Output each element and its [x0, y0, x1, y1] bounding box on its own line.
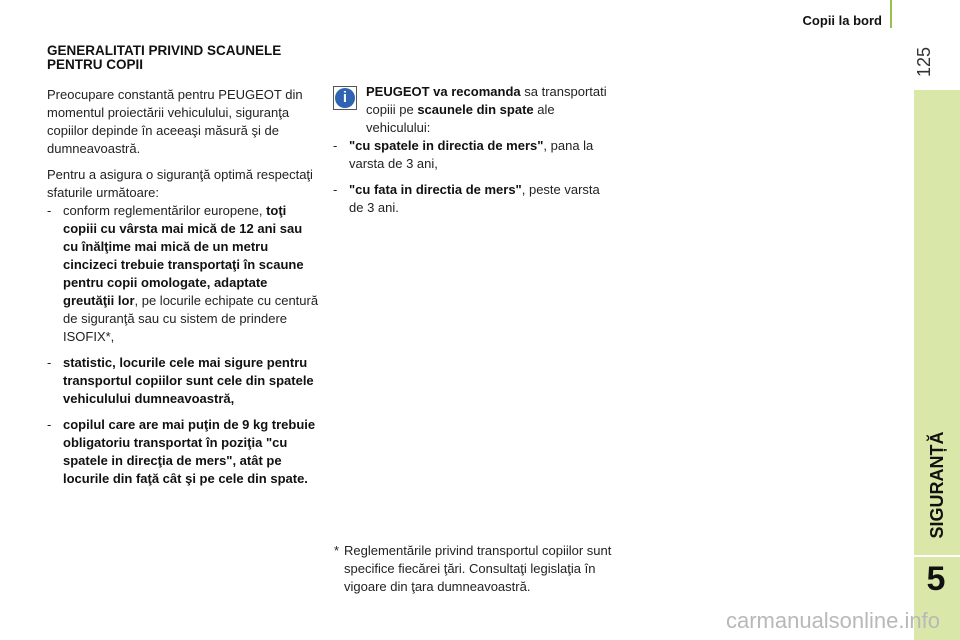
footnote	[334, 542, 624, 596]
list-item	[333, 137, 613, 173]
footnote-marker: *	[334, 543, 340, 558]
item-bold-text: "cu fata in directia de mers"	[349, 182, 522, 197]
chapter-label: SIGURANȚĂ	[926, 431, 947, 539]
chapter-number: 5	[926, 560, 946, 598]
info-text: sa transportati copiii pe	[366, 84, 607, 117]
info-icon: i	[333, 86, 357, 110]
item-text: , peste varsta de 3 ani.	[349, 182, 600, 215]
list-item	[47, 202, 319, 346]
item-bold-text: statistic, locurile cele mai sigure pentru transportul copiilor sunt cele din spatele vehiculului dumneavoastră,	[63, 355, 314, 406]
left-column	[47, 44, 319, 496]
header-rule	[890, 0, 892, 28]
list-item	[47, 416, 319, 488]
list-item	[333, 181, 613, 217]
info-bold-text: PEUGEOT va recomanda	[366, 84, 521, 99]
list-dash: -	[47, 355, 52, 370]
item-text: conform reglementărilor europene,	[63, 203, 267, 218]
item-bold-text: toţi copiii cu vârsta mai mică de 12 ani sau cu înălţime mai mică de un metru cincizeci trebuie transportaţi în scaune pentru copii omologate, adaptate greutăţii lor	[63, 203, 304, 308]
item-text: , pana la varsta de 3 ani,	[349, 138, 594, 171]
header-section-title: Copii la bord	[802, 13, 882, 28]
item-bold-text: copilul care are mai puţin de 9 kg trebuie obligatoriu transportat în poziţia "cu spatele in direcţia de mers", atât pe locurile din faţă cât şi pe cele din spate.	[63, 417, 316, 486]
list-dash: -	[333, 138, 338, 153]
item-text: , pe locurile echipate cu centură de siguranţă sau cu sistem de prindere ISOFIX*,	[63, 293, 319, 344]
list-dash: -	[47, 417, 52, 432]
advice-list	[47, 202, 319, 488]
info-box	[333, 83, 613, 225]
footnote-text: Reglementările privind transportul copiilor sunt specifice fiecărei ţări. Consultaţi legislaţia în vigoare din ţara dumneavoastră.	[344, 543, 612, 594]
list-dash: -	[47, 203, 52, 218]
lead-paragraph: Pentru a asigura o siguranţă optimă respectaţi sfaturile următoare:	[47, 167, 313, 200]
list-item	[47, 354, 319, 408]
list-dash: -	[333, 182, 338, 197]
info-text: ale vehiculului:	[366, 102, 555, 135]
item-bold-text: "cu spatele in directia de mers"	[349, 138, 544, 153]
section-title: GENERALITATI PRIVIND SCAUNELE PENTRU COPII	[47, 43, 282, 72]
sidebar-divider	[914, 555, 960, 557]
info-bold-text: scaunele din spate	[417, 102, 534, 117]
chapter-sidebar	[914, 90, 960, 640]
info-list	[333, 137, 613, 217]
info-intro	[333, 83, 613, 137]
intro-paragraph: Preocupare constantă pentru PEUGEOT din momentul proiectării vehiculului, siguranţa copiilor depinde în aceeaşi măsură şi de dumneavoastră.	[47, 87, 303, 156]
page-number: 125	[913, 46, 934, 78]
watermark: carmanualsonline.info	[725, 608, 940, 633]
